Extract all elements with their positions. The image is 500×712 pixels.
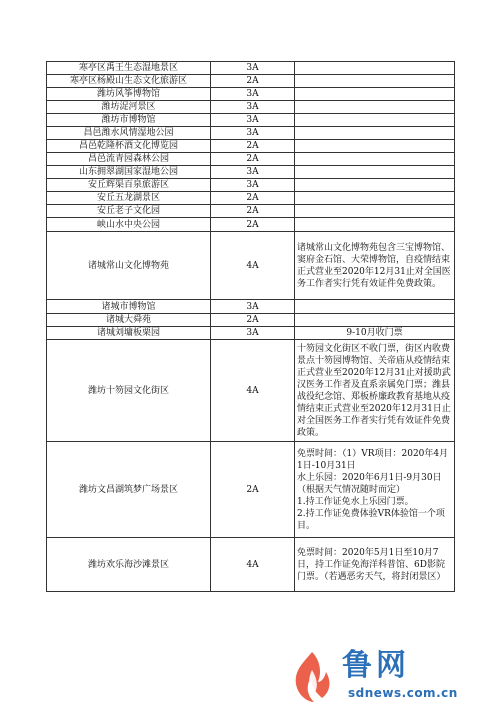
scenic-level: 3A [211,327,295,340]
scenic-spot-name: 昌邑乾隆杯酒文化博览园 [47,140,211,153]
scenic-level: 2A [211,205,295,218]
scenic-spot-name: 潍坊十笏园文化街区 [47,340,211,442]
scenic-spot-name: 诸城刘墉板栗园 [47,327,211,340]
scenic-level: 3A [211,179,295,192]
ticket-policy-note [295,153,455,166]
table-row [47,114,455,127]
ticket-policy-note [295,205,455,218]
scenic-spot-name: 寒亭区杨殿山生态文化旅游区 [47,75,211,88]
scenic-level: 3A [211,300,295,314]
scenic-level: 4A [211,538,295,592]
table-row [47,127,455,140]
table-row [47,205,455,218]
scenic-spot-name: 山东拥翠湖国家湿地公园 [47,166,211,179]
scenic-level: 2A [211,140,295,153]
scenic-spot-name: 潍坊风筝博物馆 [47,88,211,101]
ticket-policy-note [295,314,455,327]
table-row [47,62,455,75]
table-row [47,101,455,114]
scenic-level: 2A [211,314,295,327]
ticket-policy-note: 免票时间：（1）VR项目：2020年4月1日-10月31日 水上乐园：2020年6月1日-9月30日（根据天气情况随时而定） 1.持工作证免水上乐园门票。 2.持工作证免费体验VR体验馆一个项目。 [295,442,455,538]
watermark-title: 鲁网 [342,648,410,683]
ticket-policy-note [295,179,455,192]
scenic-level: 3A [211,114,295,127]
table-row [47,88,455,101]
scenic-level: 2A [211,192,295,205]
table-row [47,327,455,340]
table-row [47,153,455,166]
ticket-policy-note [295,62,455,75]
ticket-policy-note [295,218,455,232]
table-row [47,340,455,442]
ticket-policy-note: 十笏园文化街区不收门票，街区内收费景点十笏园博物馆、关帝庙从疫情结束正式营业至2020年12月31止对援助武汉医务工作者及直系亲属免门票；潍县战役纪念馆、郑板桥廉政教育基地从疫情结束正式营业至2020年12月31日止对全国医务工作者实行凭有效证件免费政策。 [295,340,455,442]
table-body [47,62,455,592]
scenic-spot-name: 昌邑潍水风情湿地公园 [47,127,211,140]
scenic-spot-name: 诸城市博物馆 [47,300,211,314]
ticket-policy-note: 诸城常山文化博物苑包含三宝博物馆、窦府金石馆、大荣博物馆，自疫情结束正式营业至2020年12月31止对全国医务工作者实行凭有效证件免费政策。 [295,232,455,300]
scenic-level: 3A [211,101,295,114]
ticket-policy-note [295,88,455,101]
scenic-level: 2A [211,75,295,88]
scenic-level: 4A [211,232,295,300]
scenic-spot-name: 诸城常山文化博物苑 [47,232,211,300]
ticket-policy-note: 9-10月收门票 [295,327,455,340]
scenic-spot-name: 潍坊文昌湖筑梦广场景区 [47,442,211,538]
ticket-policy-note [295,300,455,314]
scenic-spot-name: 潍坊市博物馆 [47,114,211,127]
table-row [47,232,455,300]
ticket-policy-note [295,192,455,205]
scenic-spot-name: 潍坊浞河景区 [47,101,211,114]
table-row [47,442,455,538]
table-row [47,179,455,192]
scenic-spot-name: 诸城大舜苑 [47,314,211,327]
table-row [47,300,455,314]
table-row [47,314,455,327]
scenic-spot-name: 峡山水中央公园 [47,218,211,232]
table-row [47,166,455,179]
scenic-spot-name: 安丘老子文化园 [47,205,211,218]
scenic-level: 2A [211,153,295,166]
table-row [47,140,455,153]
table-row [47,75,455,88]
ticket-policy-note [295,75,455,88]
scenic-level: 3A [211,62,295,75]
scenic-spot-name: 昌邑流青园森林公园 [47,153,211,166]
scenic-level: 3A [211,127,295,140]
scenic-spot-name: 潍坊欢乐海沙滩景区 [47,538,211,592]
sdnews-flame-logo-icon [282,648,342,706]
ticket-policy-note [295,166,455,179]
sdnews-watermark [282,646,492,708]
ticket-policy-note [295,127,455,140]
table-row [47,538,455,592]
watermark-url: sdnews.com.cn [348,686,458,700]
scenic-spot-name: 安丘辉渠百泉旅游区 [47,179,211,192]
ticket-policy-note [295,114,455,127]
scenic-spot-table [46,61,455,592]
scenic-level: 4A [211,340,295,442]
table-row [47,192,455,205]
scenic-level: 2A [211,218,295,232]
scenic-level: 3A [211,166,295,179]
scenic-level: 2A [211,442,295,538]
scenic-spot-name: 安丘五龙湖景区 [47,192,211,205]
table-row [47,218,455,232]
scenic-level: 3A [211,88,295,101]
ticket-policy-note: 免票时间：2020年5月1日至10月7日，持工作证免海洋科普馆、6D影院门票。（若遇恶劣天气，将封闭景区） [295,538,455,592]
ticket-policy-note [295,140,455,153]
scenic-spot-name: 寒亭区禹王生态湿地景区 [47,62,211,75]
ticket-policy-note [295,101,455,114]
